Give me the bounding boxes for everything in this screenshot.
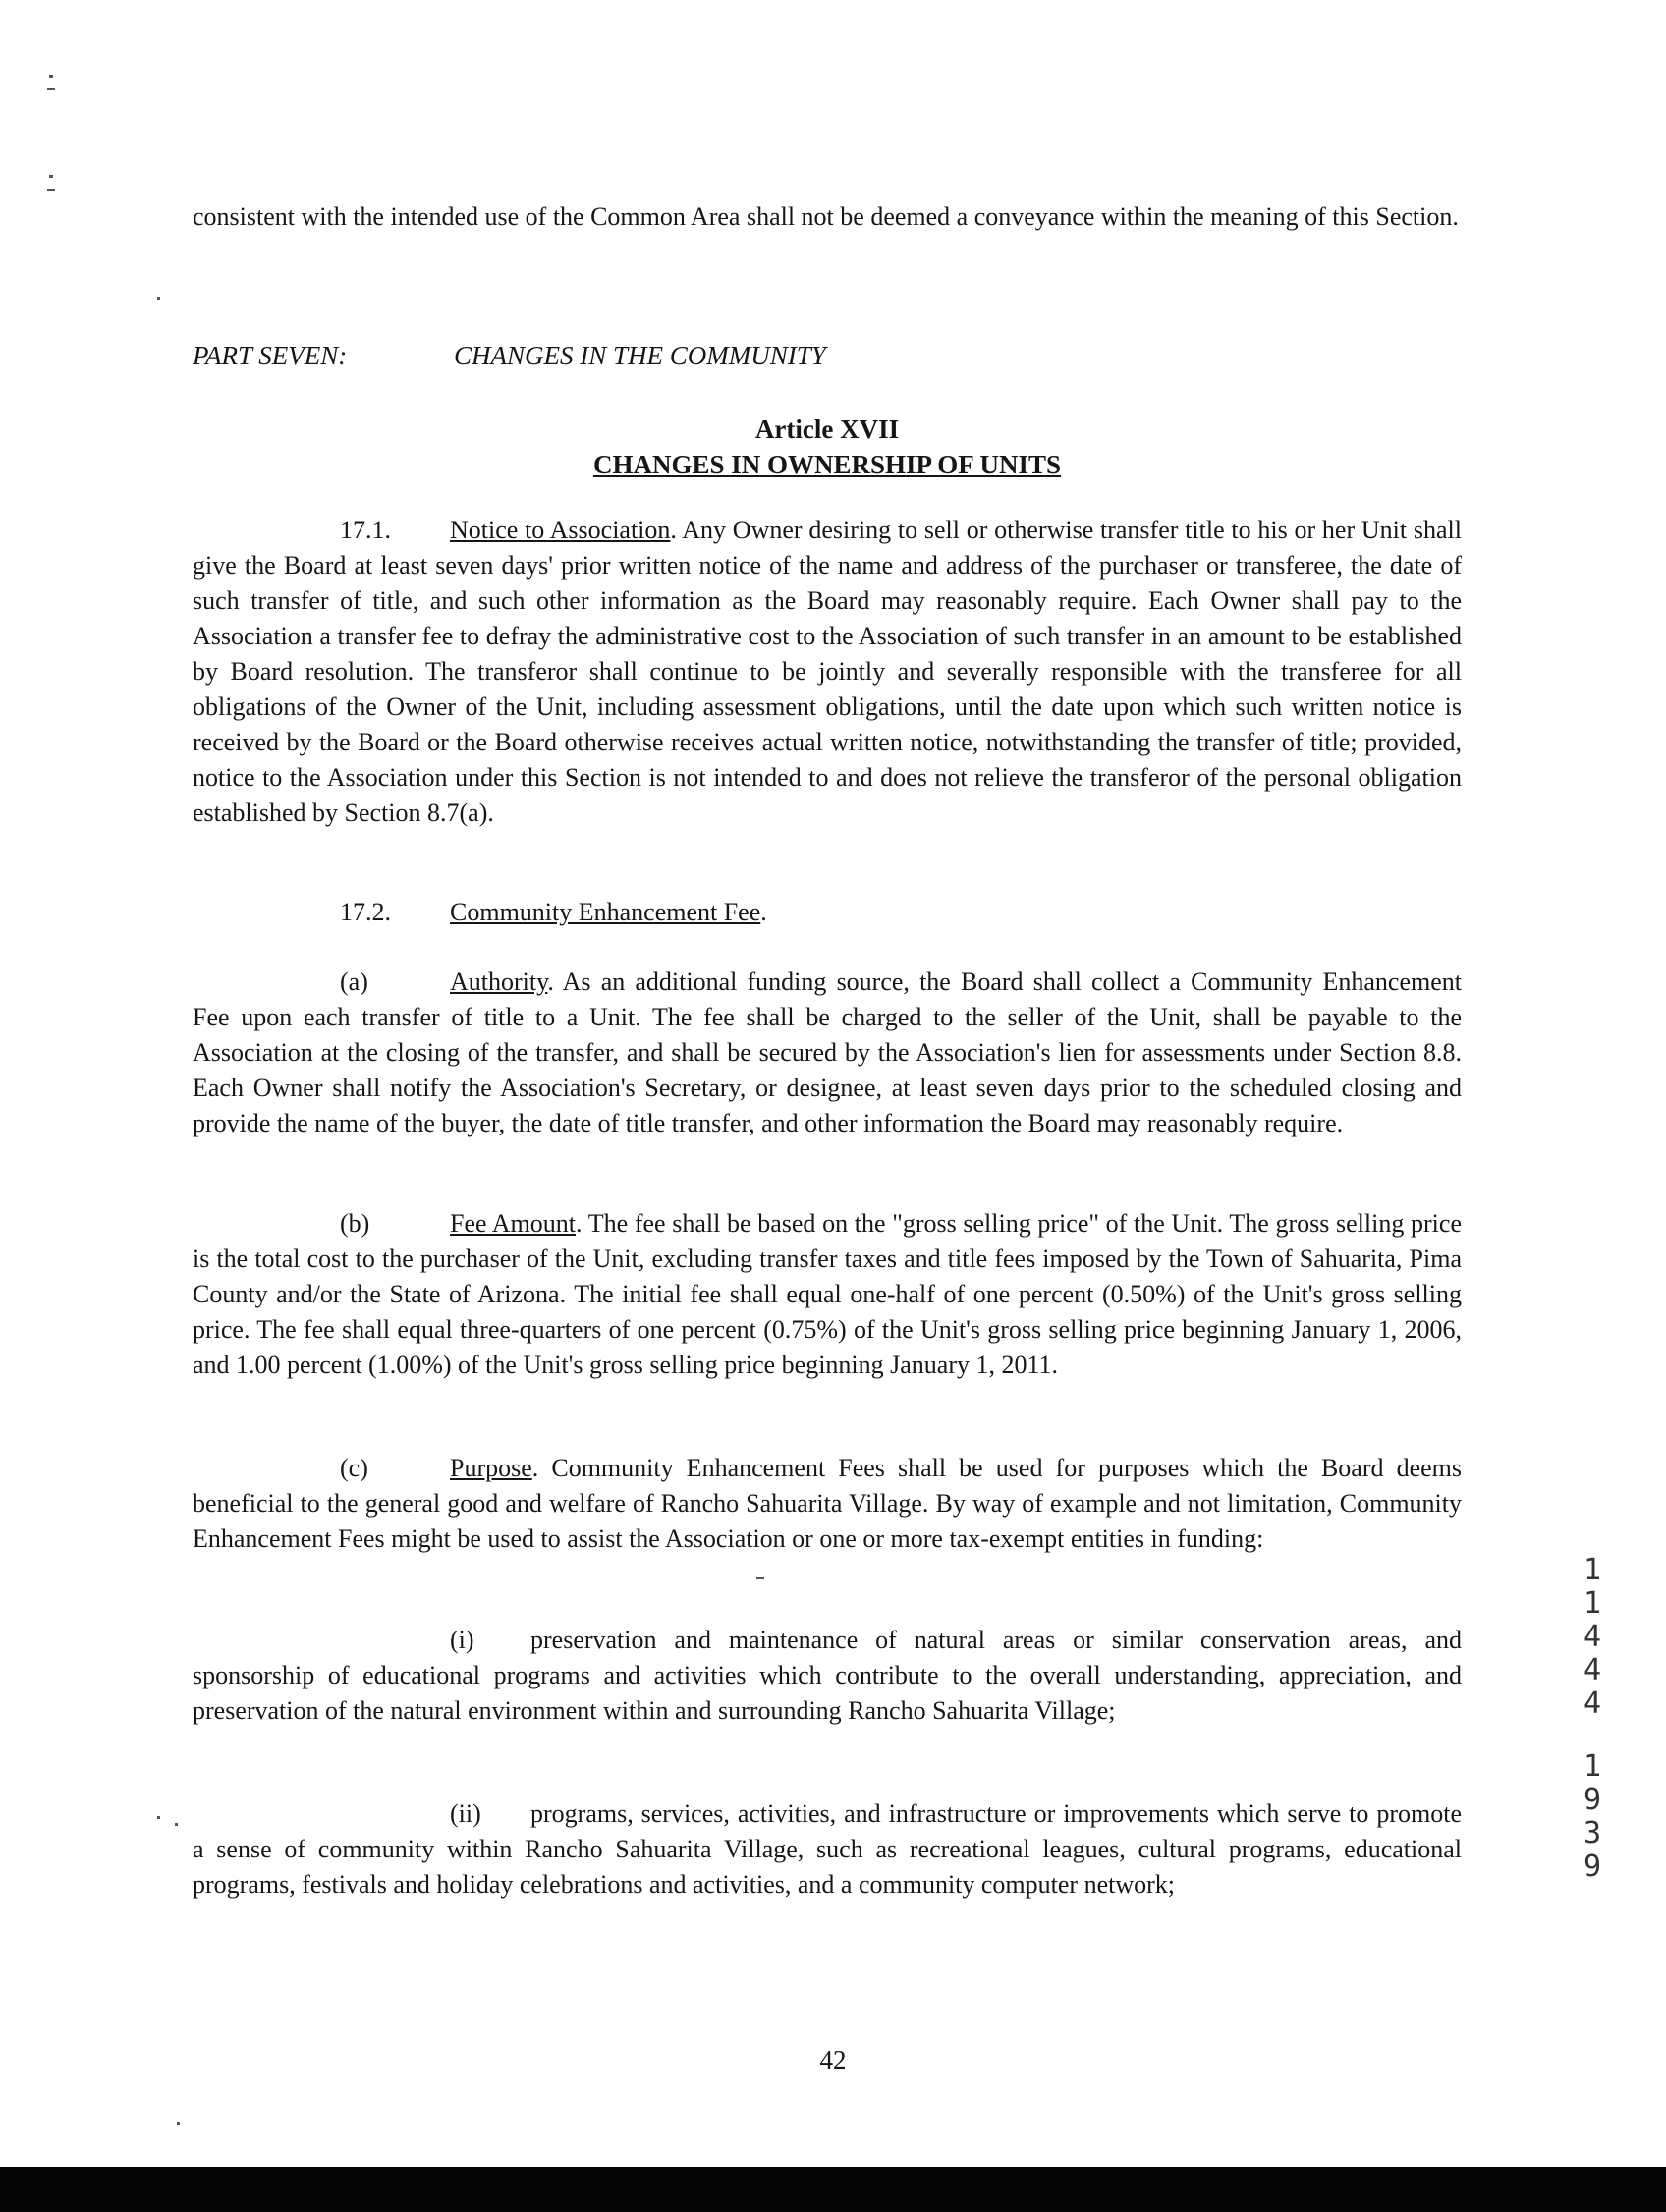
- section-number: 17.1.: [340, 516, 391, 544]
- scan-speck: [157, 1816, 160, 1819]
- scan-speck: [756, 1577, 764, 1579]
- paragraph-c: [193, 1451, 1462, 1557]
- paragraph-text: . The fee shall be based on the "gross selling price" of the Unit. The gross selling price is the total cost to the purchaser of the Unit, excluding transfer taxes and title fees imposed by the Town of Sahuarita, Pima County and/or the State of Arizona. The initial fee shall equal one-half of one percent (0.50%) of the Unit's gross selling price. The fee shall equal three-quarters of one percent (0.75%) of the Unit's gross selling price beginning January 1, 2006, and 1.00 percent (1.00%) of the Unit's gross selling price beginning January 1, 2011.: [193, 1209, 1462, 1379]
- scan-bottom-band: [0, 2167, 1666, 2212]
- section-17-2: [193, 895, 1462, 930]
- section-17-1: [193, 513, 1462, 831]
- margin-stamp-digit: 4: [1583, 1687, 1602, 1721]
- paragraph-heading: Authority: [450, 968, 548, 996]
- list-item-number: (i): [450, 1626, 474, 1654]
- part-label: PART SEVEN:: [193, 341, 348, 370]
- list-item-ii: [193, 1797, 1462, 1903]
- margin-stamp-digit: 1: [1583, 1586, 1602, 1621]
- list-item-number: (ii): [450, 1799, 481, 1828]
- margin-stamp-digit: 1: [1583, 1749, 1602, 1784]
- list-item-text: preservation and maintenance of natural areas or similar conservation areas, and sponsorship of educational programs and activities which contribute to the overall understanding, appreciation, and preservation of the natural environment within and surrounding Rancho Sahuarita Village;: [193, 1626, 1462, 1725]
- list-item-i: [193, 1623, 1462, 1729]
- intro-paragraph: consistent with the intended use of the Common Area shall not be deemed a conveyance within the meaning of this Section.: [193, 202, 1459, 231]
- paragraph-a: [193, 965, 1462, 1141]
- part-title: CHANGES IN THE COMMUNITY: [454, 341, 826, 370]
- margin-stamp-digit: 9: [1583, 1850, 1602, 1884]
- margin-stamp-digit: 1: [1583, 1553, 1602, 1587]
- paragraph-b: [193, 1206, 1462, 1383]
- paragraph-number: (c): [340, 1454, 368, 1482]
- scan-speck: [177, 2122, 180, 2125]
- paragraph-number: (b): [340, 1209, 370, 1238]
- margin-stamp-digit: 9: [1583, 1783, 1602, 1817]
- section-number: 17.2.: [340, 898, 391, 926]
- section-heading-end: .: [760, 898, 767, 926]
- paragraph-number: (a): [340, 968, 368, 996]
- scan-speck: [175, 1823, 178, 1826]
- scan-speck: [47, 88, 55, 90]
- section-heading: Community Enhancement Fee: [450, 898, 761, 926]
- scan-speck: [49, 175, 53, 178]
- list-item-text: programs, services, activities, and infrastructure or improvements which serve to promote a sense of community within Rancho Sahuarita Village, such as recreational leagues, cultural programs, educational programs, festivals and holiday celebrations and activities, and a community computer network;: [193, 1799, 1462, 1899]
- article-number: Article XVII: [754, 415, 900, 444]
- article-title: CHANGES IN OWNERSHIP OF UNITS: [592, 450, 1062, 479]
- margin-stamp-digit: 3: [1583, 1816, 1602, 1851]
- scan-speck: [157, 297, 160, 300]
- scan-speck: [49, 75, 53, 78]
- paragraph-text: . As an additional funding source, the Board shall collect a Community Enhancement Fee upon each transfer of title to a Unit. The fee shall be charged to the seller of the Unit, shall be payable to the Association at the closing of the transfer, and shall be secured by the Association's lien for assessments under Section 8.8. Each Owner shall notify the Association's Secretary, or designee, at least seven days prior to the scheduled closing and provide the name of the buyer, the date of title transfer, and other information the Board may reasonably require.: [193, 968, 1462, 1137]
- page-number: 42: [819, 2045, 847, 2074]
- paragraph-heading: Fee Amount: [450, 1209, 577, 1238]
- paragraph-text: . Community Enhancement Fees shall be used for purposes which the Board deems beneficial to the general good and welfare of Rancho Sahuarita Village. By way of example and not limitation, Community Enhancement Fees might be used to assist the Association or one or more tax-exempt entities in funding:: [193, 1454, 1462, 1553]
- margin-stamp-digit: 4: [1583, 1653, 1602, 1687]
- section-heading: Notice to Association: [450, 516, 671, 544]
- paragraph-heading: Purpose: [450, 1454, 532, 1482]
- section-text: . Any Owner desiring to sell or otherwise transfer title to his or her Unit shall give the Board at least seven days' prior written notice of the name and address of the purchaser or transferee, the date of such transfer of title, and such other information as the Board may reasonably require. Each Owner shall pay to the Association a transfer fee to defray the administrative cost to the Association of such transfer in an amount to be established by Board resolution. The transferor shall continue to be jointly and severally responsible with the transferee for all obligations of the Owner of the Unit, including assessment obligations, until the date upon which such written notice is received by the Board or the Board otherwise receives actual written notice, notwithstanding the transfer of title; provided, notice to the Association under this Section is not intended to and does not relieve the transferor of the personal obligation established by Section 8.7(a).: [193, 516, 1462, 827]
- scan-speck: [47, 189, 55, 191]
- margin-stamp-digit: 4: [1583, 1620, 1602, 1654]
